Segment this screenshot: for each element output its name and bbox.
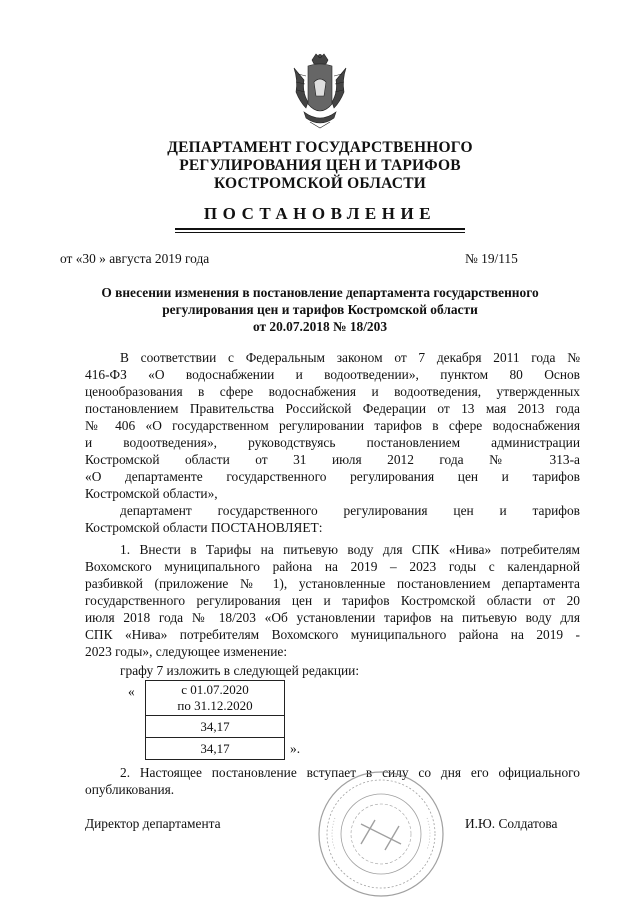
body-line: Костромской области», (85, 486, 218, 501)
body-line: 2023 годы», следующее изменение: (85, 644, 288, 659)
table-header-line-1: с 01.07.2020 (181, 682, 249, 697)
signature-position: Директор департамента (85, 816, 221, 831)
closing-line: опубликования. (85, 782, 175, 797)
official-stamp-icon (315, 768, 447, 900)
department-name-line-2: РЕГУЛИРОВАНИЯ ЦЕН И ТАРИФОВ (179, 157, 461, 174)
table-close-quote: ». (290, 741, 301, 756)
body-line: и водоотведения», руководствуясь постановлением администрации (85, 435, 580, 450)
body-line: ценообразования в сфере водоснабжения и водоотведения, утвержденных (85, 384, 580, 399)
body-line: Костромской области от 31 июля 2012 года № 313-а (85, 452, 580, 467)
body-line: В соответствии с Федеральным законом от 7 декабря 2011 года № (120, 350, 580, 365)
document-heading-line-2: регулирования цен и тарифов Костромской области (162, 302, 478, 317)
closing-line: 2. Настоящее постановление вступает в силу со дня его официального (120, 765, 580, 780)
body-line: графу 7 изложить в следующей редакции: (120, 663, 360, 678)
body-line: «О департаменте государственного регулирования цен и тарифов (85, 469, 580, 484)
body-line: Костромской области ПОСТАНОВЛЯЕТ: (85, 520, 323, 535)
body-line: постановлением Правительства Российской Федерации от 13 мая 2013 года (85, 401, 580, 416)
body-line: департамент государственного регулирования цен и тарифов (120, 503, 580, 518)
body-line: СПК «Нива» потребителям Вохомского муниципального района на 2019 - (85, 627, 580, 642)
body-line: разбивкой (приложение № 1), установленные постановлением департамента (85, 576, 580, 591)
body-line: Вохомского муниципального района на 2019 – 2023 годы с календарной (85, 559, 580, 574)
department-name-line-3: КОСТРОМСКОЙ ОБЛАСТИ (213, 175, 426, 192)
decree-type-title: ПОСТАНОВЛЕНИЕ (203, 204, 437, 223)
title-underline-thin (175, 232, 465, 233)
table-value-cell: 34,17 (146, 738, 285, 760)
table-header-line-2: по 31.12.2020 (177, 698, 253, 713)
coat-of-arms-icon (290, 52, 350, 130)
body-line: № 406 «О государственном регулировании тарифов в сфере водоснабжения (85, 418, 580, 433)
table-header-cell (146, 681, 285, 716)
body-line: 1. Внести в Тарифы на питьевую воду для СПК «Нива» потребителям (120, 542, 580, 557)
signature-name: И.Ю. Солдатова (465, 816, 558, 831)
body-line: 416-ФЗ «О водоснабжении и водоотведении», пунктом 80 Основ (85, 367, 580, 382)
table-open-quote: « (128, 684, 135, 699)
department-name-line-1: ДЕПАРТАМЕНТ ГОСУДАРСТВЕННОГО (167, 139, 473, 156)
decree-number: № 19/115 (465, 251, 518, 266)
tariff-table (145, 680, 285, 760)
table-value-cell: 34,17 (146, 716, 285, 738)
body-line: государственного регулирования цен и тарифов Костромской области от 20 (85, 593, 580, 608)
title-underline-thick (175, 228, 465, 230)
body-line: июля 2018 года № 18/203 «Об установлении тарифов на питьевую воду для (85, 610, 580, 625)
document-heading-line-1: О внесении изменения в постановление департамента государственного (101, 285, 539, 300)
decree-date: от «30 » августа 2019 года (60, 251, 210, 266)
document-heading-line-3: от 20.07.2018 № 18/203 (252, 319, 388, 334)
